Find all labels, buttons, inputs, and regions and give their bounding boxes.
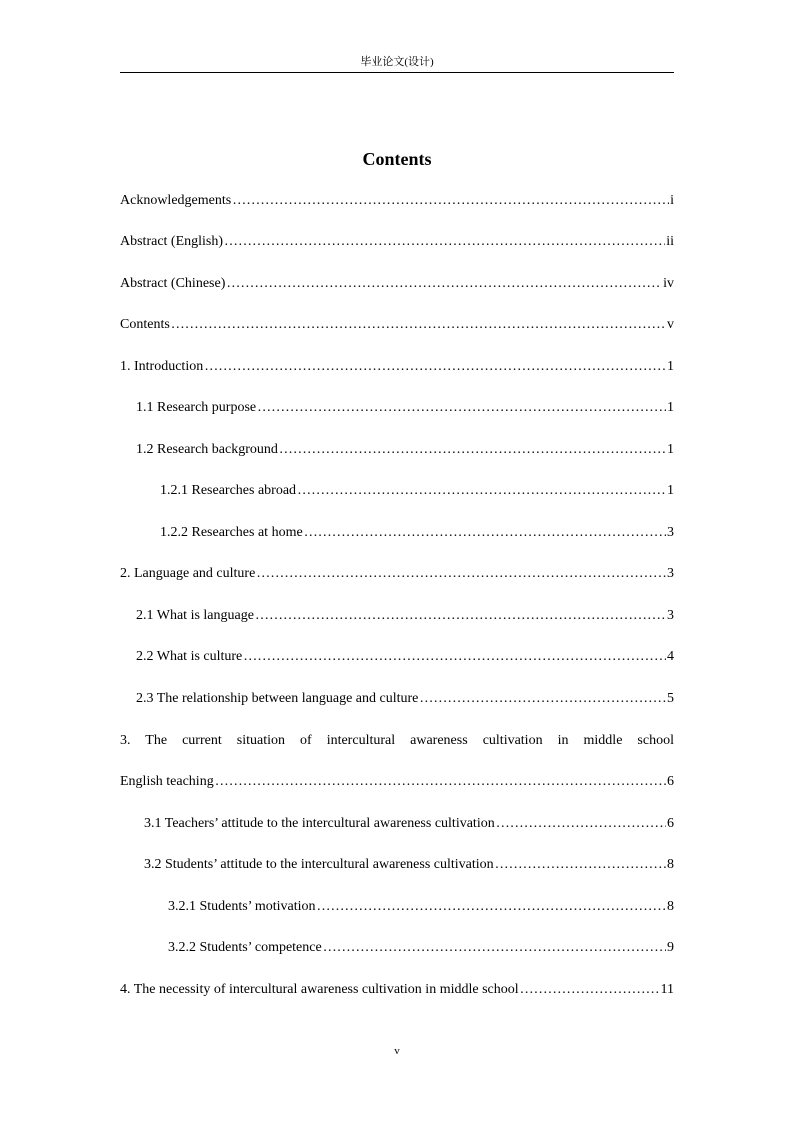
toc-page-number: iv [663, 276, 674, 291]
toc-entry[interactable] [160, 523, 674, 543]
toc-entry[interactable] [168, 897, 674, 917]
toc-entry-label: 3.2.1 Students’ motivation [168, 899, 316, 914]
toc-entry[interactable] [120, 315, 674, 335]
toc-entry-label: 2.3 The relationship between language and culture [136, 691, 419, 706]
toc-page-number: 11 [660, 982, 674, 997]
toc-page-number: 5 [667, 691, 674, 706]
toc-page-number: 3 [667, 566, 674, 581]
toc-dot-leader [279, 440, 666, 460]
toc-dot-leader [256, 564, 666, 584]
toc-page-number: 1 [667, 442, 674, 457]
toc-dot-leader [297, 481, 666, 501]
toc-dot-leader [257, 398, 666, 418]
toc-dot-leader [171, 315, 666, 335]
toc-entry-label: 2.2 What is culture [136, 649, 243, 664]
toc-page-number: 6 [667, 816, 674, 831]
toc-entry-label: Contents [120, 317, 170, 332]
page-number-footer: v [394, 1045, 400, 1057]
toc-entry-label: 4. The necessity of intercultural awareness cultivation in middle school [120, 982, 519, 997]
toc-entry-label: 3.2.2 Students’ competence [168, 940, 322, 955]
toc-page-number: 9 [667, 940, 674, 955]
toc-page-number: 8 [667, 857, 674, 872]
toc-entry[interactable] [120, 772, 674, 792]
toc-page-number: 1 [667, 359, 674, 374]
toc-page-number: 6 [667, 774, 674, 789]
toc-entry[interactable] [136, 606, 674, 626]
toc-dot-leader [243, 647, 666, 667]
toc-entry-label: Abstract (English) [120, 234, 224, 249]
toc-dot-leader [323, 938, 666, 958]
toc-entry-label: 2. Language and culture [120, 566, 256, 581]
toc-entry[interactable] [136, 689, 674, 709]
toc-entry[interactable] [168, 938, 674, 958]
toc-dot-leader [495, 855, 666, 875]
page-title: Contents [362, 149, 432, 169]
toc-dot-leader [232, 191, 669, 211]
toc-entry[interactable] [160, 481, 674, 501]
toc-entry-label: Abstract (Chinese) [120, 276, 226, 291]
toc-page-number: 3 [667, 525, 674, 540]
toc-entry[interactable] [120, 274, 674, 294]
toc-page-number: i [670, 193, 674, 208]
toc-page-number: 1 [667, 483, 674, 498]
toc-dot-leader [496, 814, 666, 834]
running-header: 毕业论文(设计) [360, 56, 434, 68]
toc-entry[interactable] [136, 398, 674, 418]
toc-entry-label: 1. Introduction [120, 359, 204, 374]
toc-entry-label: 2.1 What is language [136, 608, 254, 623]
toc-page-number: 1 [667, 400, 674, 415]
toc-entry[interactable] [120, 232, 674, 252]
toc-entry-label: 1.2 Research background [136, 442, 278, 457]
toc-entry[interactable] [136, 440, 674, 460]
toc-entry[interactable] [120, 357, 674, 377]
toc-entry-label: 1.2.1 Researches abroad [160, 483, 297, 498]
toc-dot-leader [204, 357, 666, 377]
toc-page-number: ii [666, 234, 674, 249]
toc-dot-leader [255, 606, 666, 626]
toc-entry-label: 3.1 Teachers’ attitude to the intercultural awareness cultivation [144, 816, 495, 831]
toc-page-number: 8 [667, 899, 674, 914]
toc-page-number: 4 [667, 649, 674, 664]
toc-entry-label: 1.1 Research purpose [136, 400, 257, 415]
toc-dot-leader [520, 980, 660, 1000]
toc-page-number: 3 [667, 608, 674, 623]
toc-page-number: v [667, 317, 674, 332]
toc-dot-leader [226, 274, 662, 294]
toc-dot-leader [224, 232, 665, 252]
toc-dot-leader [317, 897, 666, 917]
toc-entry[interactable] [144, 814, 674, 834]
toc-entry[interactable] [120, 980, 674, 1000]
toc-dot-leader [304, 523, 666, 543]
toc-entry-label: 1.2.2 Researches at home [160, 525, 303, 540]
toc-entry-label: 3.2 Students’ attitude to the intercultural awareness cultivation [144, 857, 494, 872]
toc-dot-leader [419, 689, 666, 709]
toc-entry[interactable] [144, 855, 674, 875]
toc-entry-label: English teaching [120, 774, 214, 789]
toc-entry-label: Acknowledgements [120, 193, 232, 208]
toc-entry-label-line-1[interactable]: 3. The current situation of intercultural awareness cultivation in middle school [120, 733, 674, 748]
toc-dot-leader [215, 772, 666, 792]
toc-entry[interactable] [120, 564, 674, 584]
toc-entry[interactable] [120, 191, 674, 211]
toc-entry[interactable] [136, 647, 674, 667]
